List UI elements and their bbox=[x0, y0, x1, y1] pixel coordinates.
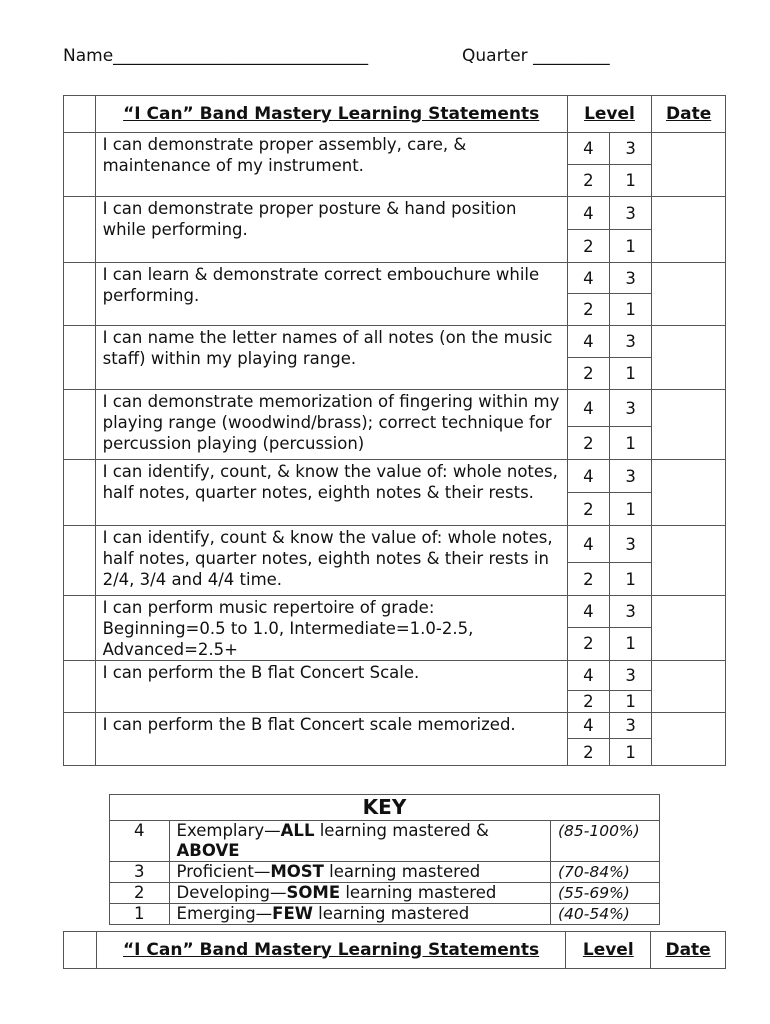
level-4-cell: 4 bbox=[567, 460, 609, 493]
key-emphasis: FEW bbox=[272, 904, 313, 923]
table-row bbox=[64, 661, 726, 691]
level-3-cell: 3 bbox=[609, 133, 651, 165]
level-4-cell: 4 bbox=[567, 526, 609, 563]
level-3-cell: 3 bbox=[609, 326, 651, 358]
level-header: Level bbox=[566, 932, 651, 969]
level-1-cell: 1 bbox=[609, 493, 651, 526]
level-3-cell: 3 bbox=[609, 390, 651, 427]
key-table bbox=[109, 794, 660, 925]
date-cell[interactable] bbox=[652, 326, 726, 390]
key-range: (70-84%) bbox=[550, 862, 659, 883]
row-blank-cell bbox=[64, 390, 96, 460]
table-row bbox=[64, 263, 726, 294]
level-1-cell: 1 bbox=[609, 563, 651, 596]
statement-cell: I can demonstrate memorization of fingering within my playing range (woodwind/brass); correct technique for percussion playing (percussion) bbox=[95, 390, 567, 460]
level-3-cell: 3 bbox=[609, 526, 651, 563]
level-1-cell: 1 bbox=[609, 358, 651, 390]
row-blank-cell bbox=[64, 460, 96, 526]
table-row bbox=[64, 713, 726, 739]
key-emphasis: MOST bbox=[270, 862, 324, 881]
date-cell[interactable] bbox=[652, 526, 726, 596]
row-blank-cell bbox=[64, 661, 96, 713]
key-description bbox=[169, 883, 550, 904]
key-range: (55-69%) bbox=[550, 883, 659, 904]
level-4-cell: 4 bbox=[567, 263, 609, 294]
level-1-cell: 1 bbox=[609, 165, 651, 197]
quarter-field-label: Quarter _________ bbox=[462, 46, 610, 66]
level-4-cell: 4 bbox=[567, 713, 609, 739]
row-blank-cell bbox=[64, 197, 96, 263]
key-suffix: learning mastered bbox=[323, 862, 481, 881]
level-2-cell: 2 bbox=[567, 230, 609, 263]
key-suffix: learning mastered bbox=[312, 904, 470, 923]
table-row bbox=[64, 460, 726, 493]
level-2-cell: 2 bbox=[567, 563, 609, 596]
table-row bbox=[64, 133, 726, 165]
level-3-cell: 3 bbox=[609, 197, 651, 230]
level-3-cell: 3 bbox=[609, 460, 651, 493]
key-prefix: Developing— bbox=[176, 883, 287, 902]
table-row bbox=[64, 526, 726, 563]
key-title: KEY bbox=[110, 795, 660, 821]
row-blank-cell bbox=[64, 713, 96, 766]
date-cell[interactable] bbox=[652, 263, 726, 326]
blank-header-cell bbox=[64, 932, 97, 969]
date-cell[interactable] bbox=[652, 661, 726, 713]
key-row bbox=[110, 883, 660, 904]
key-emphasis: ALL bbox=[280, 821, 315, 840]
table-row bbox=[64, 390, 726, 427]
key-range: (85-100%) bbox=[550, 821, 659, 862]
level-3-cell: 3 bbox=[609, 661, 651, 691]
statement-cell: I can perform the B flat Concert Scale. bbox=[95, 661, 567, 713]
level-1-cell: 1 bbox=[609, 294, 651, 326]
date-header: Date bbox=[652, 96, 726, 133]
level-2-cell: 2 bbox=[567, 627, 609, 660]
level-2-cell: 2 bbox=[567, 739, 609, 766]
table-row bbox=[64, 326, 726, 358]
name-field-label: Name______________________________ bbox=[63, 46, 369, 66]
level-2-cell: 2 bbox=[567, 294, 609, 326]
statement-cell: I can identify, count, & know the value of: whole notes, half notes, quarter notes, eighth notes & their rests. bbox=[95, 460, 567, 526]
statement-cell: I can learn & demonstrate correct embouchure while performing. bbox=[95, 263, 567, 326]
level-4-cell: 4 bbox=[567, 133, 609, 165]
date-header: Date bbox=[651, 932, 726, 969]
level-2-cell: 2 bbox=[567, 165, 609, 197]
date-cell[interactable] bbox=[652, 390, 726, 460]
row-blank-cell bbox=[64, 326, 96, 390]
key-prefix: Emerging— bbox=[176, 904, 273, 923]
mastery-table bbox=[63, 95, 726, 766]
key-description bbox=[169, 862, 550, 883]
key-level-number: 4 bbox=[110, 821, 170, 862]
statement-cell: I can name the letter names of all notes (on the music staff) within my playing range. bbox=[95, 326, 567, 390]
key-emphasis: SOME bbox=[286, 883, 341, 902]
statement-cell: I can perform music repertoire of grade: Beginning=0.5 to 1.0, Intermediate=1.0-2.5, Advanced=2.5+ bbox=[95, 596, 567, 661]
row-blank-cell bbox=[64, 596, 96, 661]
level-2-cell: 2 bbox=[567, 493, 609, 526]
key-level-number: 1 bbox=[110, 904, 170, 925]
level-1-cell: 1 bbox=[609, 427, 651, 460]
table-title: “I Can” Band Mastery Learning Statements bbox=[95, 96, 567, 133]
date-cell[interactable] bbox=[652, 133, 726, 197]
level-3-cell: 3 bbox=[609, 596, 651, 628]
level-2-cell: 2 bbox=[567, 358, 609, 390]
key-description bbox=[169, 904, 550, 925]
blank-header-cell bbox=[64, 96, 96, 133]
key-prefix: Exemplary— bbox=[176, 821, 281, 840]
level-4-cell: 4 bbox=[567, 596, 609, 628]
key-suffix: learning mastered & bbox=[314, 821, 489, 840]
table-row bbox=[64, 197, 726, 230]
level-3-cell: 3 bbox=[609, 263, 651, 294]
table-title: “I Can” Band Mastery Learning Statements bbox=[96, 932, 566, 969]
statement-cell: I can perform the B flat Concert scale memorized. bbox=[95, 713, 567, 766]
key-suffix: learning mastered bbox=[340, 883, 497, 902]
row-blank-cell bbox=[64, 133, 96, 197]
level-1-cell: 1 bbox=[609, 739, 651, 766]
level-3-cell: 3 bbox=[609, 713, 651, 739]
key-emphasis-2: ABOVE bbox=[176, 841, 240, 860]
date-cell[interactable] bbox=[652, 197, 726, 263]
table-row bbox=[64, 596, 726, 628]
row-blank-cell bbox=[64, 526, 96, 596]
key-row bbox=[110, 821, 660, 862]
key-level-number: 3 bbox=[110, 862, 170, 883]
key-description bbox=[169, 821, 550, 862]
level-1-cell: 1 bbox=[609, 627, 651, 660]
statement-cell: I can demonstrate proper assembly, care, & maintenance of my instrument. bbox=[95, 133, 567, 197]
key-row bbox=[110, 862, 660, 883]
date-cell[interactable] bbox=[652, 460, 726, 526]
level-4-cell: 4 bbox=[567, 390, 609, 427]
date-cell[interactable] bbox=[652, 596, 726, 661]
level-1-cell: 1 bbox=[609, 230, 651, 263]
statement-cell: I can demonstrate proper posture & hand position while performing. bbox=[95, 197, 567, 263]
level-header: Level bbox=[567, 96, 652, 133]
date-cell[interactable] bbox=[652, 713, 726, 766]
level-2-cell: 2 bbox=[567, 427, 609, 460]
level-2-cell: 2 bbox=[567, 691, 609, 713]
level-4-cell: 4 bbox=[567, 197, 609, 230]
statement-cell: I can identify, count & know the value of: whole notes, half notes, quarter notes, eighth notes & their rests in 2/4, 3/4 and 4/4 time. bbox=[95, 526, 567, 596]
level-4-cell: 4 bbox=[567, 661, 609, 691]
level-4-cell: 4 bbox=[567, 326, 609, 358]
key-range: (40-54%) bbox=[550, 904, 659, 925]
key-row bbox=[110, 904, 660, 925]
mastery-table-continued bbox=[63, 931, 726, 969]
key-prefix: Proficient— bbox=[176, 862, 271, 881]
level-1-cell: 1 bbox=[609, 691, 651, 713]
key-level-number: 2 bbox=[110, 883, 170, 904]
row-blank-cell bbox=[64, 263, 96, 326]
